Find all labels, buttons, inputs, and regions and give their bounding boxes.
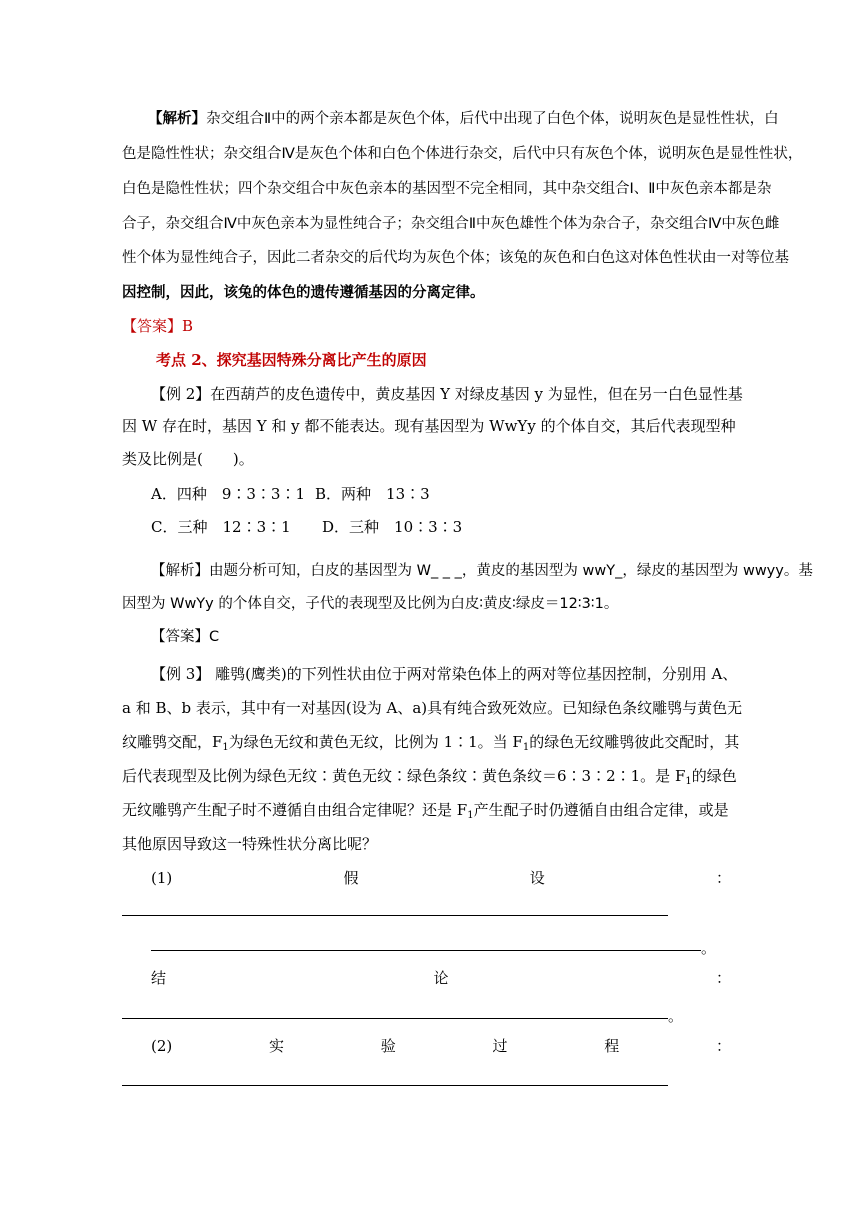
colon: ： bbox=[715, 969, 731, 987]
answer-blank-process[interactable] bbox=[122, 1085, 668, 1086]
option-d: D．三种 10∶3∶3 bbox=[322, 518, 463, 536]
process-char-4: 程 bbox=[604, 1037, 620, 1055]
example3-line5 bbox=[122, 800, 729, 820]
answer1: 【答案】B bbox=[122, 317, 194, 335]
process-prompt bbox=[151, 1036, 731, 1056]
option-b: B．两种 13∶3 bbox=[315, 485, 430, 503]
analysis1-tag: 【解析】 bbox=[148, 111, 206, 127]
example3-line3 bbox=[122, 732, 739, 752]
conclusion-char-2: 论 bbox=[433, 969, 449, 987]
answer-blank-conclusion[interactable] bbox=[122, 1018, 668, 1019]
process-char-3: 过 bbox=[492, 1037, 508, 1055]
answer2: 【答案】C bbox=[151, 629, 220, 645]
example3-line4 bbox=[122, 766, 737, 786]
subscript-1: 1 bbox=[222, 742, 229, 753]
process-char-1: 实 bbox=[268, 1037, 284, 1055]
question-2-label: (2) bbox=[151, 1037, 173, 1055]
example3-line4-b: 的绿色 bbox=[691, 767, 737, 785]
heading-topic2: 考点 2、探究基因特殊分离比产生的原因 bbox=[156, 351, 427, 369]
answer-blank-hypothesis-1[interactable] bbox=[122, 915, 668, 916]
analysis1-line6: 因控制，因此，该兔的体色的遗传遵循基因的分离定律。 bbox=[122, 285, 485, 301]
option-c: C．三种 12∶3∶1 bbox=[151, 518, 291, 536]
hypothesis-char-2: 设 bbox=[529, 869, 545, 887]
example2-line1: 【例 2】在西葫芦的皮色遗传中，黄皮基因 Y 对绿皮基因 y 为显性，但在另一白色显性基 bbox=[151, 385, 743, 403]
example3-line3-c: 的绿色无纹雕鸮彼此交配时，其 bbox=[529, 733, 740, 751]
subscript-1: 1 bbox=[685, 776, 692, 787]
hypothesis-prompt bbox=[151, 868, 731, 888]
analysis2-line1: 【解析】由题分析可知，白皮的基因型为 W_ _ _，黄皮的基因型为 wwY_，绿皮的基因型为 wwyy。基 bbox=[151, 563, 813, 579]
conclusion-prompt bbox=[151, 968, 731, 988]
example3-line2: a 和 B、b 表示，其中有一对基因(设为 A、a)具有纯合致死效应。已知绿色条纹雕鸮与黄色无 bbox=[122, 699, 743, 717]
period: 。 bbox=[668, 1007, 684, 1025]
analysis1-text1: 杂交组合Ⅱ中的两个亲本都是灰色个体，后代中出现了白色个体，说明灰色是显性性状，白 bbox=[206, 111, 779, 127]
colon: ： bbox=[715, 1037, 731, 1055]
subscript-1: 1 bbox=[467, 810, 474, 821]
example3-line4-a: 后代表现型及比例为绿色无纹∶黄色无纹∶绿色条纹∶黄色条纹＝6∶3∶2∶1。是 F bbox=[122, 767, 686, 785]
analysis1-line2: 色是隐性性状；杂交组合Ⅳ是灰色个体和白色个体进行杂交，后代中只有灰色个体，说明灰色是显性性状， bbox=[122, 146, 803, 162]
analysis1-line5: 性个体为显性纯合子，因此二者杂交的后代均为灰色个体；该兔的灰色和白色这对体色性状由一对等位基 bbox=[122, 250, 789, 266]
option-a: A．四种 9∶3∶3∶1 bbox=[151, 485, 306, 503]
example3-line3-b: 为绿色无纹和黄色无纹，比例为 1∶1。当 F bbox=[228, 733, 523, 751]
question-1-label: (1) bbox=[151, 869, 173, 887]
analysis1-line1 bbox=[148, 109, 779, 129]
colon: ： bbox=[715, 869, 731, 887]
conclusion-char-1: 结 bbox=[151, 969, 167, 987]
analysis2-line2: 因型为 WwYy 的个体自交，子代的表现型及比例为白皮∶黄皮∶绿皮＝12∶3∶1。 bbox=[122, 596, 619, 612]
example3-line6: 其他原因导致这一特殊性状分离比呢？ bbox=[122, 835, 378, 853]
example3-line3-a: 纹雕鸮交配，F bbox=[122, 733, 223, 751]
analysis1-line4: 合子，杂交组合Ⅳ中灰色亲本为显性纯合子；杂交组合Ⅱ中灰色雄性个体为杂合子，杂交组合Ⅳ中灰色雌 bbox=[122, 216, 780, 232]
process-char-2: 验 bbox=[380, 1037, 396, 1055]
example3-line5-a: 无纹雕鸮产生配子时不遵循自由组合定律呢？还是 F bbox=[122, 801, 468, 819]
example2-line3: 类及比例是( )。 bbox=[122, 450, 254, 468]
example2-line2: 因 W 存在时，基因 Y 和 y 都不能表达。现有基因型为 WwYy 的个体自交，其后代表现型种 bbox=[122, 417, 736, 435]
subscript-1: 1 bbox=[522, 742, 530, 753]
analysis1-line3: 白色是隐性性状；四个杂交组合中灰色亲本的基因型不完全相同，其中杂交组合Ⅰ、Ⅱ中灰色亲本都是杂 bbox=[122, 181, 772, 197]
hypothesis-char-1: 假 bbox=[343, 869, 359, 887]
example3-line1: 【例 3】 雕鸮(鹰类)的下列性状由位于两对常染色体上的两对等位基因控制，分别用 A、 bbox=[151, 665, 738, 683]
answer-blank-hypothesis-2[interactable] bbox=[151, 950, 701, 951]
period: 。 bbox=[701, 939, 717, 957]
example3-line5-b: 产生配子时仍遵循自由组合定律，或是 bbox=[473, 801, 729, 819]
